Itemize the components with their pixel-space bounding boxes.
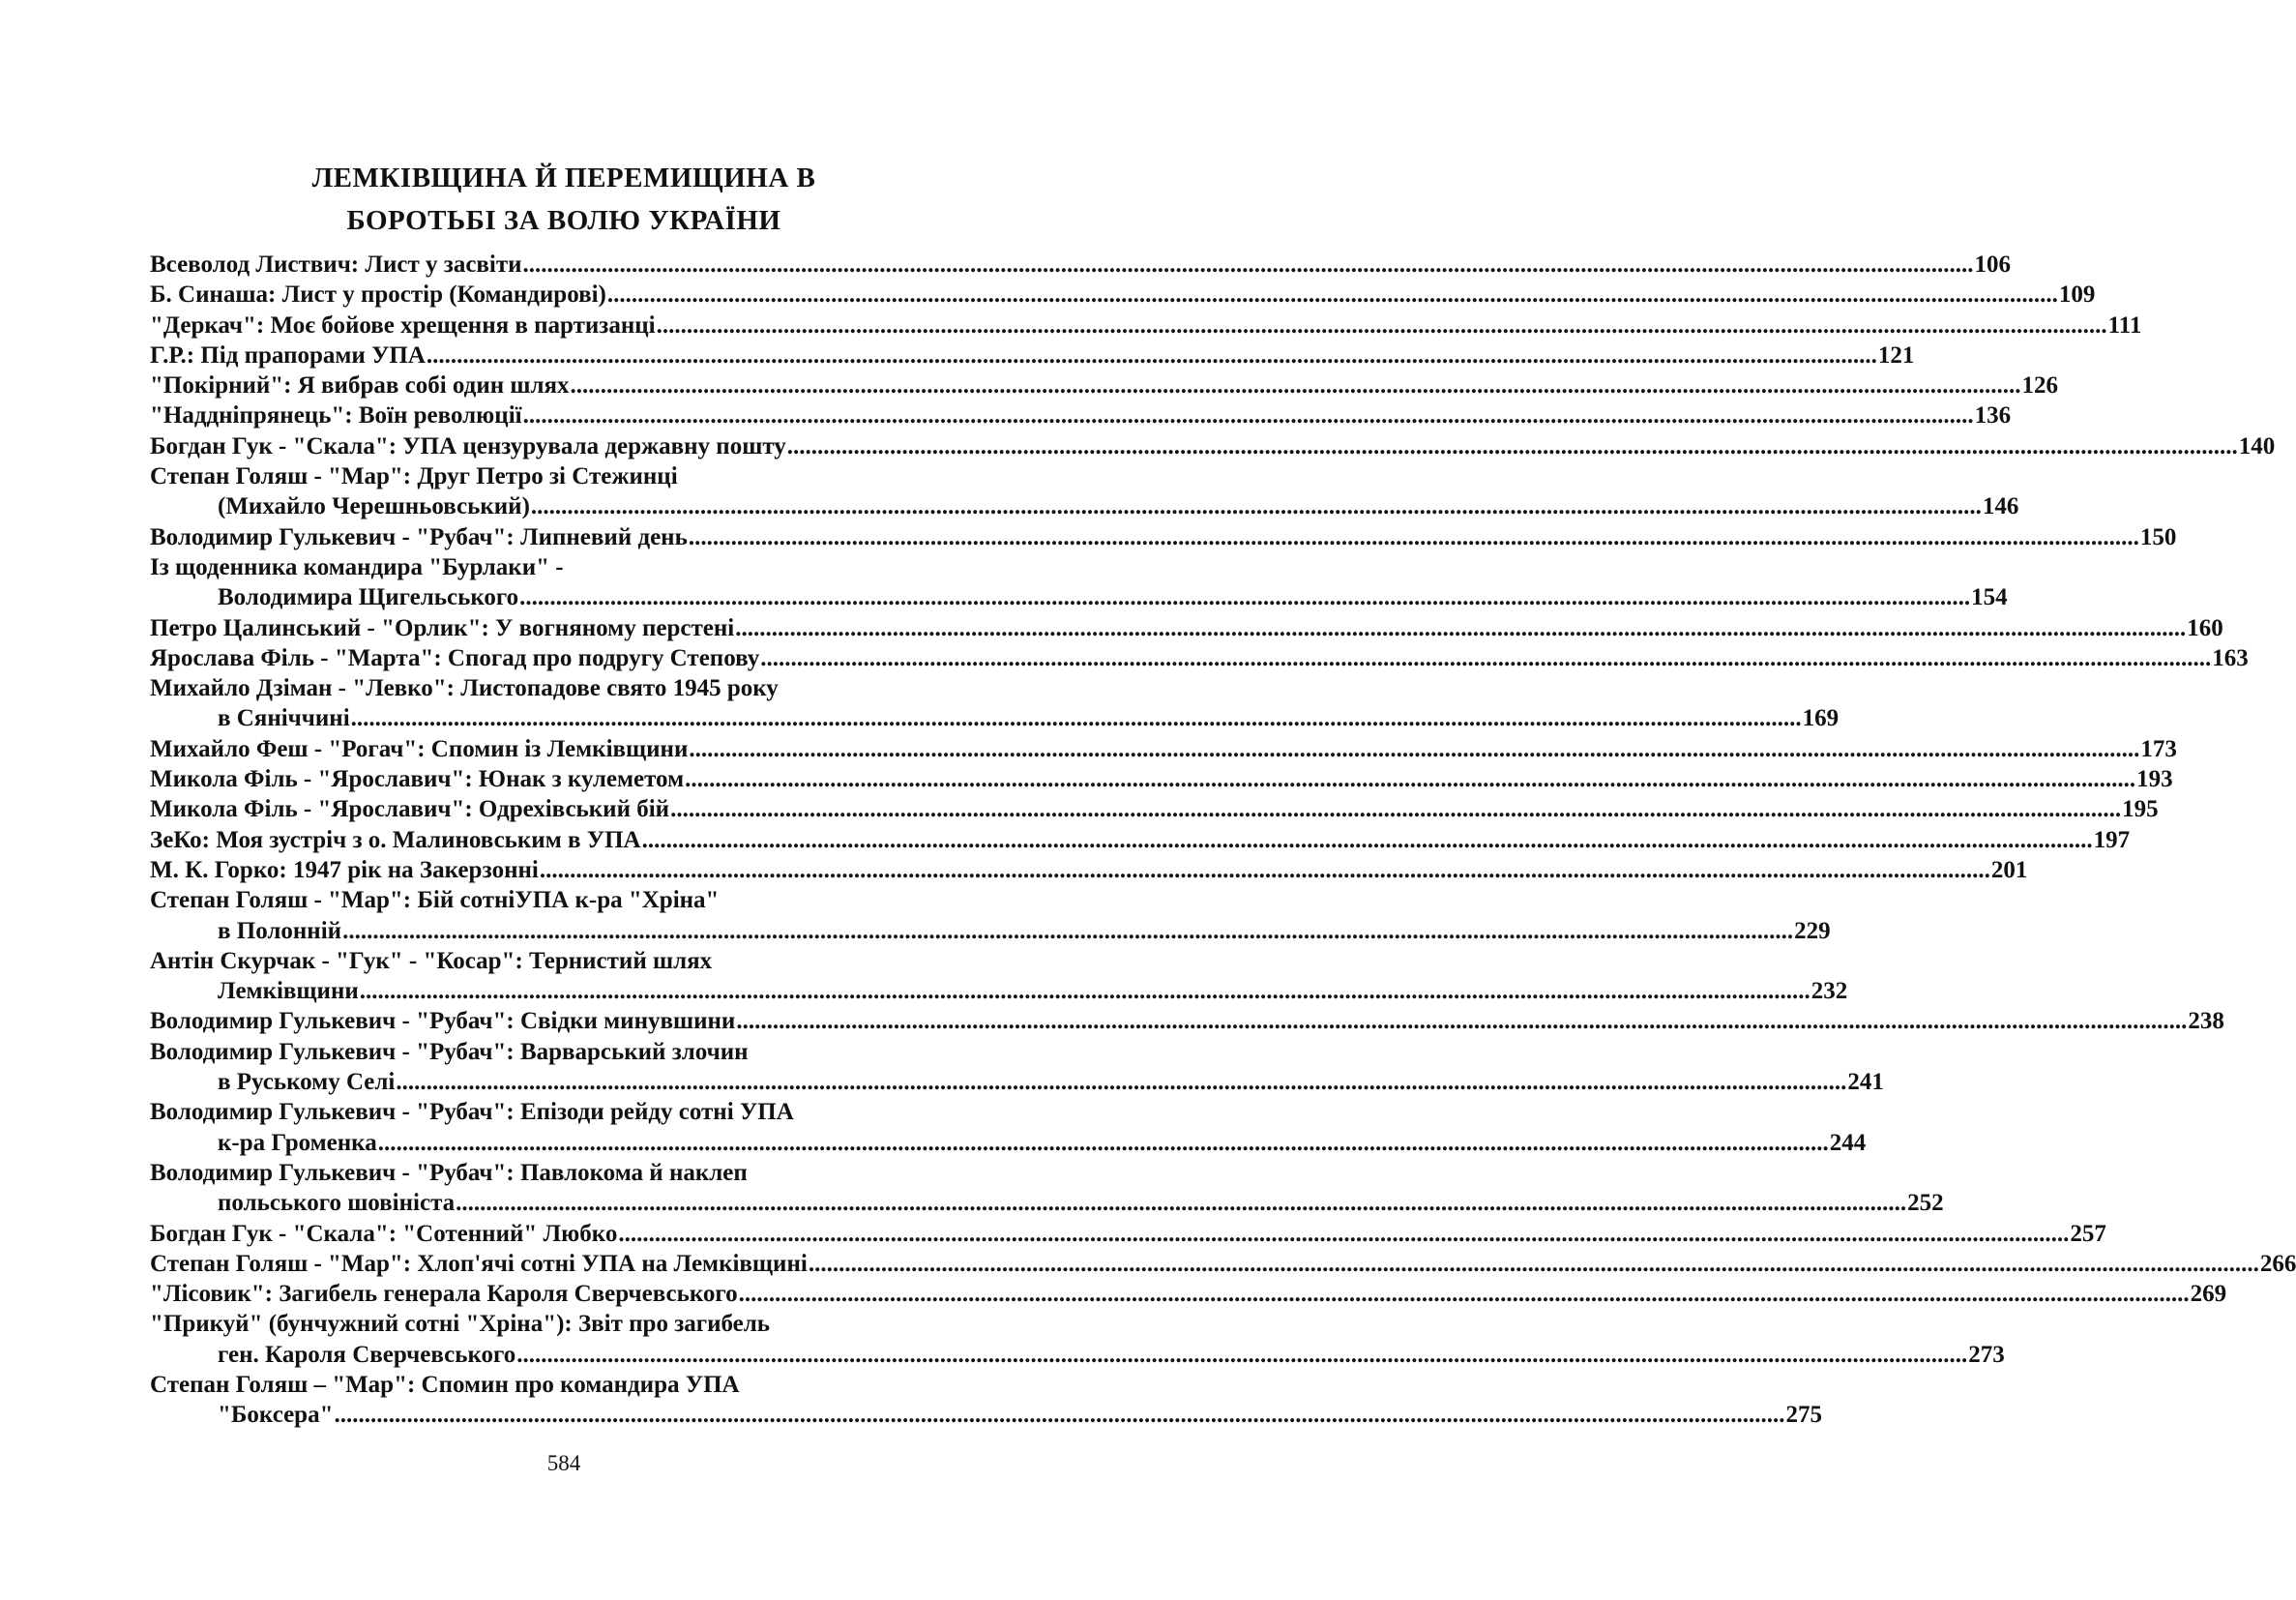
toc-entry-line <box>150 491 2019 521</box>
toc-entry-text: в Полонній <box>218 917 342 944</box>
toc-entry-page: 273 <box>1968 1341 2005 1368</box>
toc-entry-line <box>150 1037 977 1067</box>
toc-entry-line <box>150 341 1915 370</box>
toc-entry-line <box>150 855 2028 885</box>
section-title-line-1: ЛЕМКІВЩИНА Й ПЕРЕМИЩИНА В <box>311 163 816 193</box>
toc-leader-dots <box>689 734 2139 764</box>
toc-entry-line <box>150 794 2159 824</box>
toc-entry-text: Степан Голяш – "Мар": Спомин про командира УПА <box>150 1371 740 1398</box>
toc-entry-line <box>150 703 1840 733</box>
toc-entry-text: Михайло Дзіман - "Левко": Листопадове свято 1945 року <box>150 675 779 702</box>
toc-entry-text: в Руському Селі <box>218 1069 396 1096</box>
toc-entry-page: 241 <box>1847 1069 1884 1096</box>
toc-entry-page: 173 <box>2140 735 2177 762</box>
table-of-contents <box>150 250 2296 1431</box>
toc-leader-dots <box>378 1128 1829 1158</box>
toc-entry-line <box>150 1249 2296 1279</box>
toc-entry-text: ЗеКо: Моя зустріч з о. Малиновським в УПА <box>150 826 641 853</box>
toc-entry-line <box>150 400 2012 430</box>
toc-entry-line <box>150 1279 2227 1309</box>
toc-entry-text: польського шовініста <box>218 1190 456 1217</box>
toc-entry-text: (Михайло Черешньовський) <box>218 493 530 520</box>
toc-entry-text: Микола Філь - "Ярославич": Одрехівський бій <box>150 796 670 823</box>
toc-leader-dots <box>351 703 1802 733</box>
toc-leader-dots <box>396 1067 1846 1097</box>
toc-entry-line <box>150 311 2142 341</box>
toc-leader-dots <box>657 311 2107 341</box>
toc-entry-page: 229 <box>1794 917 1831 944</box>
toc-entry-line <box>150 1309 977 1339</box>
toc-entry-line <box>150 613 2223 643</box>
toc-entry-page: 252 <box>1907 1190 1944 1217</box>
toc-entry-text: "Прикуй" (бунчужний сотні "Хріна"): Звіт про загибель <box>150 1311 771 1338</box>
toc-entry-text: Степан Голяш - "Мар": Хлоп'ячі сотні УПА на Лемківщині <box>150 1250 808 1277</box>
toc-entry-page: 136 <box>1974 402 2012 430</box>
toc-entry-line <box>150 370 2059 400</box>
toc-entry-page: 121 <box>1877 341 1915 369</box>
toc-entry-line <box>150 582 2008 612</box>
toc-entry-line <box>150 825 2131 855</box>
page-number: 584 <box>546 1451 581 1475</box>
toc-entry-page: 154 <box>1971 584 2008 611</box>
toc-entry-page: 232 <box>1810 978 1848 1005</box>
toc-entry-line <box>150 1370 977 1400</box>
toc-entry-page: 275 <box>1785 1402 1822 1429</box>
toc-entry-text: Степан Голяш - "Мар": Друг Петро зі Стежинці <box>150 463 678 490</box>
toc-entry-text: "Наддніпрянець": Воїн революції <box>150 402 522 430</box>
toc-entry-line <box>150 522 2177 552</box>
toc-leader-dots <box>523 250 1974 280</box>
toc-entry-text: Володимир Гулькевич - "Рубач": Епізоди рейду сотні УПА <box>150 1099 794 1126</box>
toc-entry-page: 257 <box>2070 1220 2106 1247</box>
toc-entry-text: Антін Скурчак - "Гук" - "Косар": Тернистий шлях <box>150 947 713 974</box>
toc-entry-line <box>150 1128 1867 1158</box>
toc-leader-dots <box>523 400 1974 430</box>
toc-entry-line <box>150 431 2276 461</box>
toc-entry-line <box>150 976 1848 1006</box>
toc-entry-text: Із щоденника командира "Бурлаки" - <box>150 553 564 580</box>
toc-entry-text: Всеволод Листвич: Лист у засвіти <box>150 252 522 278</box>
toc-entry-page: 150 <box>2139 523 2177 550</box>
toc-leader-dots <box>736 1006 2187 1036</box>
toc-leader-dots <box>360 976 1810 1006</box>
toc-entry-page: 201 <box>1990 856 2028 883</box>
toc-entry-line <box>150 1188 1944 1218</box>
section-title-line-2: БОРОТЬБІ ЗА ВОЛЮ УКРАЇНИ <box>346 205 781 236</box>
toc-entry-text: "Лісовик": Загибель генерала Кароля Сверчевського <box>150 1281 738 1308</box>
toc-entry-line <box>150 461 977 491</box>
toc-leader-dots <box>670 794 2121 824</box>
toc-entry-text: Володимир Гулькевич - "Рубач": Липневий день <box>150 523 688 550</box>
toc-entry-page: 193 <box>2136 766 2173 793</box>
toc-entry-page: 197 <box>2093 826 2131 853</box>
toc-entry-line <box>150 1340 2005 1370</box>
toc-entry-line <box>150 552 977 582</box>
toc-entry-line <box>150 1067 1884 1097</box>
toc-entry-text: Лемківщини <box>218 978 359 1005</box>
toc-entry-line <box>150 764 2173 794</box>
toc-leader-dots <box>735 613 2186 643</box>
toc-entry-page: 269 <box>2190 1281 2227 1308</box>
toc-entry-page: 163 <box>2212 644 2249 671</box>
toc-entry-page: 160 <box>2187 614 2223 641</box>
toc-entry-line <box>150 946 977 976</box>
toc-entry-line <box>150 250 2012 280</box>
toc-entry-page: 106 <box>1974 252 2012 278</box>
toc-leader-dots <box>540 855 1990 885</box>
toc-entry-line <box>150 280 2096 310</box>
toc-leader-dots <box>689 522 2139 552</box>
toc-leader-dots <box>787 431 2238 461</box>
toc-entry-page: 111 <box>2107 311 2142 339</box>
toc-entry-line <box>150 1006 2224 1036</box>
toc-entry-text: Богдан Гук - "Скала": УПА цензурувала державну пошту <box>150 432 786 459</box>
toc-entry-text: Петро Цалинський - "Орлик": У вогняному перстені <box>150 614 735 641</box>
toc-entry-page: 266 <box>2259 1250 2296 1277</box>
section-title <box>0 157 1128 242</box>
toc-entry-page: 140 <box>2238 432 2276 459</box>
toc-entry-line <box>150 1158 977 1188</box>
toc-entry-text: Володимир Гулькевич - "Рубач": Варварський злочин <box>150 1038 749 1065</box>
toc-entry-line <box>150 1097 977 1127</box>
toc-leader-dots <box>342 916 1793 946</box>
toc-leader-dots <box>334 1400 1784 1430</box>
toc-leader-dots <box>739 1279 2190 1309</box>
toc-entry-text: Б. Синаша: Лист у простір (Командирові) <box>150 281 606 309</box>
toc-entry-text: ген. Кароля Сверчевського <box>218 1341 516 1368</box>
toc-entry-text: Микола Філь - "Ярославич": Юнак з кулеметом <box>150 766 685 793</box>
toc-entry-text: "Покірний": Я вибрав собі один шлях <box>150 372 570 400</box>
toc-leader-dots <box>809 1249 2259 1279</box>
toc-entry-page: 109 <box>2058 281 2096 309</box>
toc-leader-dots <box>516 1340 1967 1370</box>
toc-entry-line <box>150 734 2177 764</box>
toc-entry-text: Михайло Феш - "Рогач": Спомин із Лемківщини <box>150 735 689 762</box>
toc-entry-text: в Сяніччині <box>218 705 350 732</box>
toc-leader-dots <box>685 764 2135 794</box>
toc-leader-dots <box>642 825 2093 855</box>
toc-entry-line <box>150 1400 1822 1430</box>
toc-entry-text: Володимир Гулькевич - "Рубач": Павлокома й наклеп <box>150 1159 748 1186</box>
toc-entry-text: Г.Р.: Під прапорами УПА <box>150 341 426 369</box>
toc-entry-line <box>150 643 2249 673</box>
toc-entry-text: "Боксера" <box>218 1402 334 1429</box>
toc-entry-line <box>150 916 1831 946</box>
toc-entry-text: Володимира Щигельського <box>218 584 519 611</box>
toc-entry-page: 244 <box>1829 1129 1867 1156</box>
toc-entry-line <box>150 885 977 915</box>
toc-entry-line <box>150 1219 2106 1249</box>
toc-entry-text: Ярослава Філь - "Марта": Спогад про подругу Степову <box>150 644 760 671</box>
toc-leader-dots <box>519 582 1970 612</box>
toc-entry-page: 195 <box>2122 796 2159 823</box>
toc-leader-dots <box>456 1188 1906 1218</box>
toc-entry-text: Володимир Гулькевич - "Рубач": Свідки минувшини <box>150 1008 736 1035</box>
toc-entry-page: 126 <box>2021 372 2059 400</box>
toc-entry-page: 146 <box>1982 493 2019 520</box>
toc-entry-text: к-ра Громенка <box>218 1129 377 1156</box>
toc-entry-page: 238 <box>2188 1008 2224 1035</box>
toc-leader-dots <box>571 370 2021 400</box>
toc-entry-text: М. К. Горко: 1947 рік на Закерзонні <box>150 856 539 883</box>
toc-leader-dots <box>427 341 1877 370</box>
toc-leader-dots <box>607 280 2058 310</box>
toc-leader-dots <box>760 643 2211 673</box>
toc-entry-text: Степан Голяш - "Мар": Бій сотніУПА к-ра "Хріна" <box>150 887 720 914</box>
toc-leader-dots <box>531 491 1982 521</box>
toc-entry-page: 169 <box>1802 705 1840 732</box>
toc-entry-line <box>150 673 977 703</box>
toc-entry-text: "Деркач": Моє бойове хрещення в партизанці <box>150 311 656 339</box>
toc-entry-text: Богдан Гук - "Скала": "Сотенний" Любко <box>150 1220 618 1247</box>
toc-leader-dots <box>618 1219 2069 1249</box>
